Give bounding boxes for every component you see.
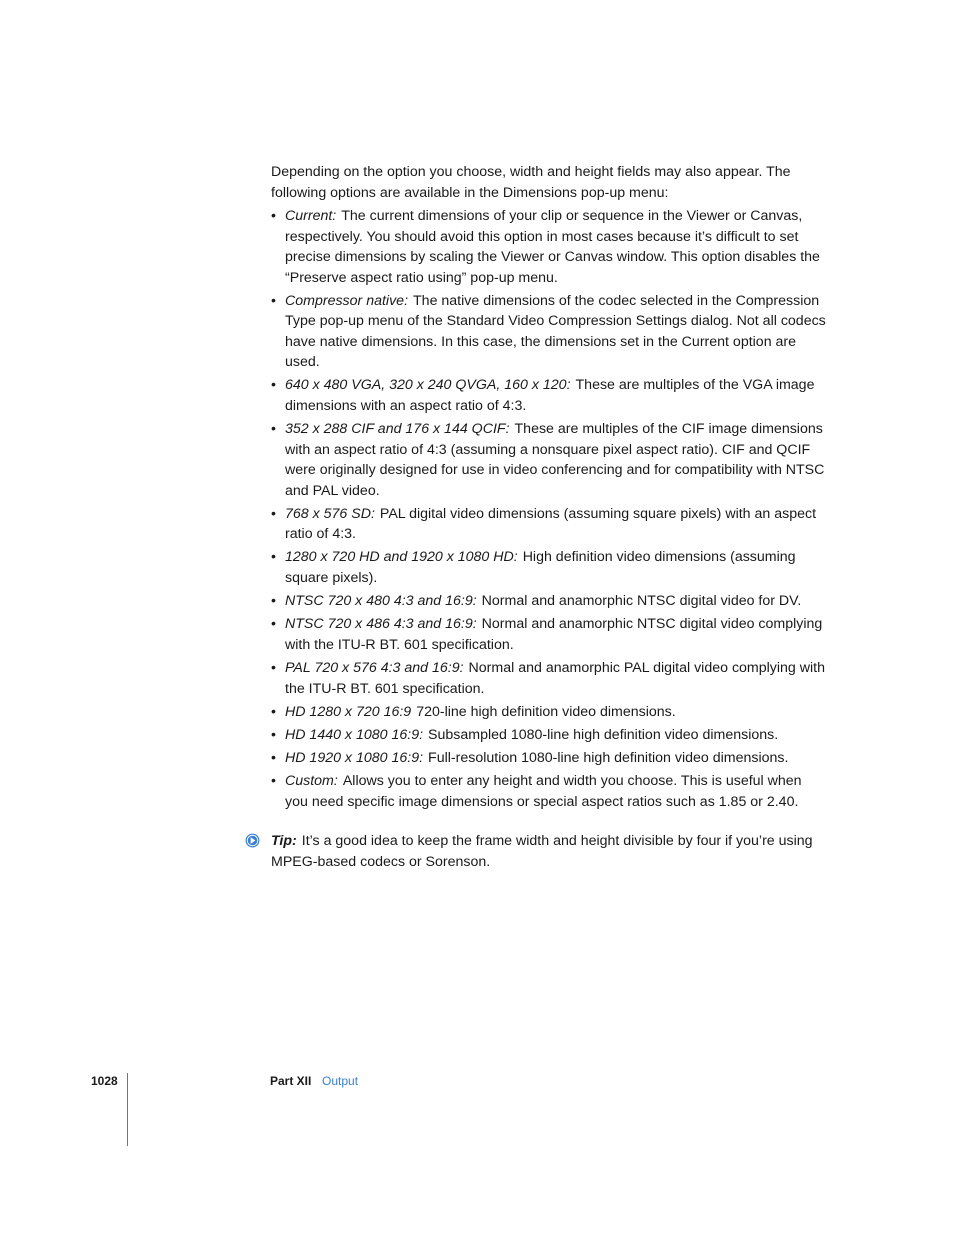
page-content xyxy=(271,162,827,872)
option-description: Full-resolution 1080-line high definition video dimensions. xyxy=(428,750,789,767)
list-item xyxy=(271,206,827,288)
option-description: The native dimensions of the codec selected in the Compression Type pop-up menu of the Standard Video Compression Settings dialog. Not all codecs have native dimensions. In this case, the dimensions set in the Current option are used. xyxy=(285,292,826,371)
option-description: The current dimensions of your clip or sequence in the Viewer or Canvas, respectively. You should avoid this option in most cases because it’s difficult to set precise dimensions by scaling the Viewer or Canvas window. This option disables the “Preserve aspect ratio using” pop-up menu. xyxy=(285,208,820,286)
list-item xyxy=(271,725,827,746)
option-term: 1280 x 720 HD and 1920 x 1080 HD: xyxy=(285,549,518,566)
option-term: HD 1920 x 1080 16:9: xyxy=(285,750,424,767)
list-item xyxy=(271,591,827,612)
option-term: HD 1440 x 1080 16:9: xyxy=(285,726,424,743)
option-term: PAL 720 x 576 4:3 and 16:9: xyxy=(285,660,464,676)
list-item xyxy=(271,771,827,812)
bullet: • xyxy=(271,549,276,566)
tip-label: Tip: xyxy=(271,833,297,850)
bullet: • xyxy=(271,660,276,676)
bullet: • xyxy=(271,750,276,767)
option-term: Current: xyxy=(285,208,337,224)
option-description: Normal and anamorphic PAL digital video complying with the ITU-R BT. 601 specification. xyxy=(285,660,825,697)
bullet: • xyxy=(271,593,276,610)
option-description: These are multiples of the CIF image dimensions with an aspect ratio of 4:3 (assuming a nonsquare pixel aspect ratio). CIF and QCIF were originally designed for use in video conferencing and for compatibility with NTSC and PAL video. xyxy=(285,421,825,499)
option-term: NTSC 720 x 486 4:3 and 16:9: xyxy=(285,616,477,633)
list-item xyxy=(271,419,827,501)
option-description: 720-line high definition video dimensions. xyxy=(416,703,676,720)
list-item xyxy=(271,547,827,588)
dimensions-options-list xyxy=(271,206,827,812)
bullet: • xyxy=(271,703,276,720)
option-term: Custom: xyxy=(285,773,338,790)
tip-arrow-icon xyxy=(245,833,260,848)
list-item xyxy=(271,748,827,769)
bullet: • xyxy=(271,208,276,224)
bullet: • xyxy=(271,616,276,633)
tip-text: It’s a good idea to keep the frame width and height divisible by four if you’re using MPEG-based codecs or Sorenson. xyxy=(271,833,813,870)
option-description: Allows you to enter any height and width you choose. This is useful when you need specific image dimensions or special aspect ratios such as 1.85 or 2.40. xyxy=(285,773,802,810)
option-description: PAL digital video dimensions (assuming square pixels) with an aspect ratio of 4:3. xyxy=(285,505,817,543)
bullet: • xyxy=(271,421,276,438)
part-label: Part XII xyxy=(270,1074,312,1088)
option-term: 352 x 288 CIF and 176 x 144 QCIF: xyxy=(285,421,510,438)
option-description: High definition video dimensions (assuming square pixels). xyxy=(285,549,796,586)
tip-callout xyxy=(271,831,827,872)
list-item xyxy=(271,375,827,416)
list-item xyxy=(271,614,827,655)
page-number: 1028 xyxy=(91,1074,118,1088)
list-item xyxy=(271,658,827,699)
option-term: 640 x 480 VGA, 320 x 240 QVGA, 160 x 120: xyxy=(285,377,571,394)
footer-divider xyxy=(127,1073,128,1146)
bullet: • xyxy=(271,505,276,522)
list-item xyxy=(271,702,827,723)
bullet: • xyxy=(271,726,276,743)
option-term: NTSC 720 x 480 4:3 and 16:9: xyxy=(285,593,477,610)
option-description: These are multiples of the VGA image dimensions with an aspect ratio of 4:3. xyxy=(285,377,815,414)
option-description: Normal and anamorphic NTSC digital video for DV. xyxy=(481,593,802,610)
intro-paragraph: Depending on the option you choose, width and height fields may also appear. The following options are available in the Dimensions pop-up menu: xyxy=(271,164,791,201)
bullet: • xyxy=(271,377,276,394)
option-term: Compressor native: xyxy=(285,292,409,309)
list-item xyxy=(271,504,827,545)
option-description: Normal and anamorphic NTSC digital video complying with the ITU-R BT. 601 specification. xyxy=(285,616,823,653)
bullet: • xyxy=(271,773,276,790)
option-term: HD 1280 x 720 16:9 xyxy=(285,703,412,720)
bullet: • xyxy=(271,292,276,309)
section-link-output[interactable]: Output xyxy=(322,1074,359,1088)
option-description: Subsampled 1080-line high definition video dimensions. xyxy=(428,726,779,743)
list-item xyxy=(271,291,827,373)
option-term: 768 x 576 SD: xyxy=(285,505,375,522)
